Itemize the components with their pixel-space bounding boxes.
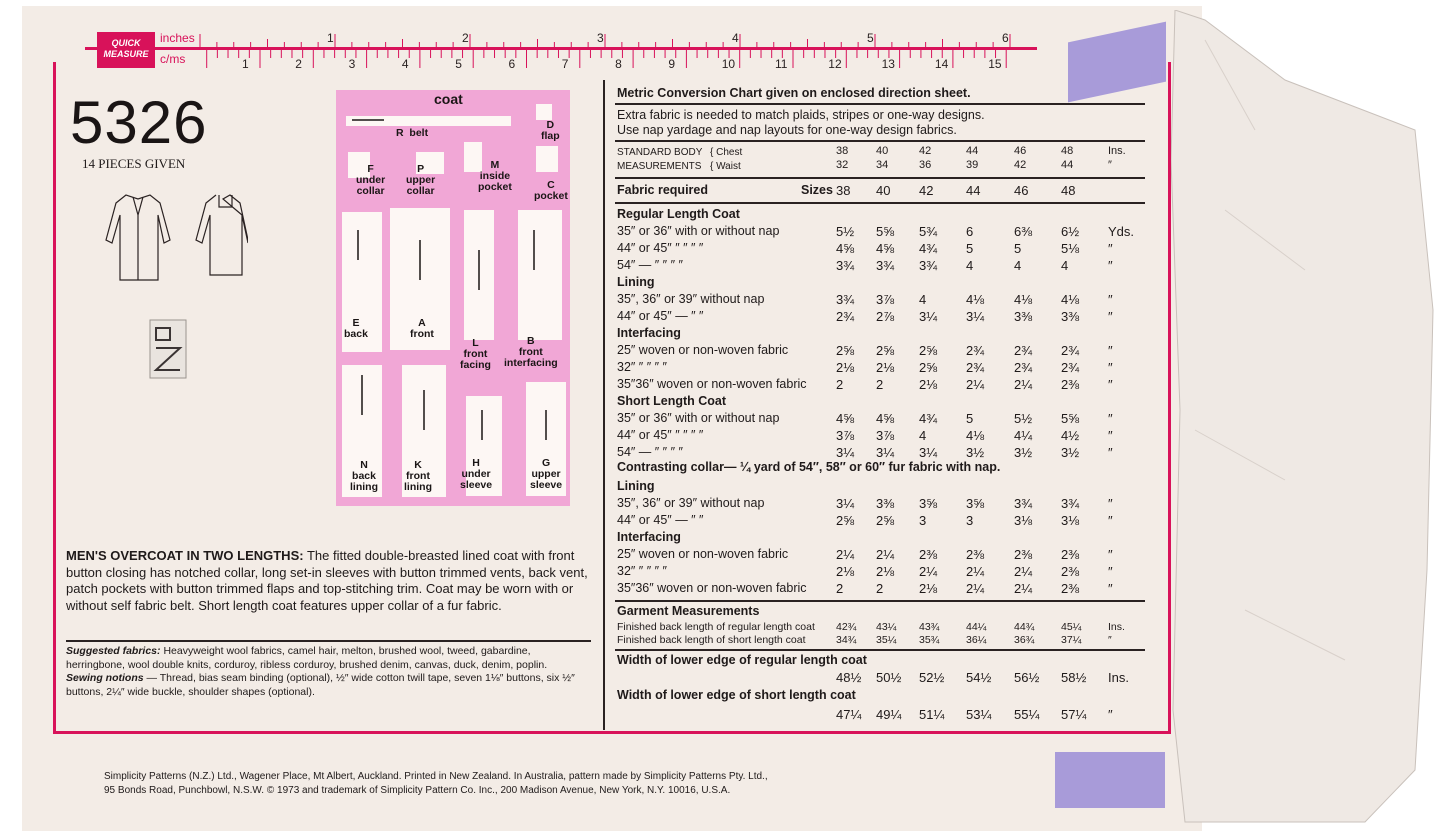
piece-label-c: C pocket [534,179,568,202]
metric-note: Metric Conversion Chart given on enclosed direction sheet. [617,86,971,100]
chart-value: 2⅝ [876,343,895,358]
chart-value: 3½ [1061,445,1080,460]
chart-value: ″ [1108,411,1113,426]
chart-value: 2⅞ [876,309,895,324]
chart-value: 2⅜ [1014,547,1033,562]
pattern-number: 5326 [70,89,208,156]
chart-value: 3¾ [1014,496,1033,511]
chart-value: 6 [966,224,974,239]
chart-rule [615,103,1145,105]
fabrics-text: Heavyweight wool fabrics, camel hair, melton, brushed wool, tweed, gabardine, herringbone, wool double knits, corduroy, ribless corduroy, brushed denim, canvas, duck, denim, poplin. [66,645,548,671]
ruler-inch-tick: 3 [597,31,604,45]
chart-value: ″ [1108,564,1113,579]
piece-label-h: H under sleeve [460,457,493,491]
ruler-cm-tick: 10 [721,57,736,71]
sizes-label: Sizes [801,183,833,197]
layout-title: coat [434,91,463,107]
chart-value: 5⅛ [1061,241,1080,256]
chart-value: 5⅝ [876,224,895,239]
fabric-required: Fabric required [617,183,708,197]
chart-value: 2¾ [1014,343,1033,358]
note-plaids: Extra fabric is needed to match plaids, stripes or one-way designs. [617,108,985,122]
row-label: 54″ — ″ ″ ″ ″ [617,258,683,272]
chart-value: 2¼ [876,547,895,562]
size-value: 46 [1014,183,1029,198]
chart-value: 4⅛ [1014,292,1033,307]
chart-value: 4 [1014,258,1022,273]
row-label: 44″ or 45″ — ″ ″ [617,309,704,323]
row-label: 35″ or 36″ with or without nap [617,224,780,238]
chart-value: 2¾ [966,343,985,358]
fabrics-heading: Suggested fabrics: [66,645,161,657]
garment-value: 37¼ [1061,634,1082,646]
note-nap: Use nap yardage and nap layouts for one-way design fabrics. [617,123,957,137]
width-short-value: 47¼ [836,707,862,722]
waist-value: 36 [919,159,932,171]
chart-value: 3⅝ [919,496,938,511]
ruler-cm-tick: 11 [775,57,788,71]
chart-value: 4 [1061,258,1069,273]
chart-value: 3¾ [836,292,855,307]
row-label: 44″ or 45″ ″ ″ ″ ″ [617,428,704,442]
ruler-cm-tick: 1 [242,57,249,71]
pink-border-right [1168,62,1171,734]
piece-label-e: E back [344,317,368,340]
chart-value: ″ [1108,377,1113,392]
chest-value: 42 [919,145,932,157]
size-value: 48 [1061,183,1076,198]
size-value: 42 [919,183,934,198]
garment-value: 42¾ [836,621,857,633]
ruler-ticks [85,28,1040,72]
chart-value: ″ [1108,428,1113,443]
chart-value: 5½ [1014,411,1033,426]
chart-value: 3¾ [836,258,855,273]
chest-value: 40 [876,145,889,157]
coat-sketch [98,185,248,285]
chart-value: 2¼ [966,581,985,596]
chart-value: 2 [876,377,884,392]
chart-value: 3¾ [876,258,895,273]
garment-value: 44¼ [966,621,987,633]
section-title: Lining [617,479,655,493]
piece-label-p: P upper collar [406,163,436,197]
chart-value: 3 [919,513,927,528]
chart-value: 2⅝ [836,513,855,528]
chart-value: 4¾ [919,241,938,256]
chart-value: 6½ [1061,224,1080,239]
chest-value: 38 [836,145,849,157]
row-label: 35″ or 36″ with or without nap [617,411,780,425]
ruler-inch-tick: 5 [867,31,874,45]
garment-value: 36¾ [1014,634,1035,646]
chart-value: 3⅛ [1061,513,1080,528]
chart-value: 2¼ [966,564,985,579]
row-label: 35″36″ woven or non-woven fabric [617,377,807,391]
description-heading: MEN'S OVERCOAT IN TWO LENGTHS: [66,548,304,563]
chart-value: 5 [1014,241,1022,256]
row-label: 35″, 36″ or 39″ without nap [617,292,765,306]
garment-value: 36¼ [966,634,987,646]
piece-label-m: M inside pocket [478,159,512,193]
chart-value: ″ [1108,258,1113,273]
chest-value: 48 [1061,145,1074,157]
chart-value: 2 [836,377,844,392]
chart-value: ″ [1108,241,1113,256]
quick-measure-badge: QUICK MEASURE [97,32,155,68]
chart-value: 3⅝ [966,496,985,511]
row-label: 25″ woven or non-woven fabric [617,547,789,561]
garment-value: 34¾ [836,634,857,646]
chart-value: 5½ [836,224,855,239]
chart-value: 2⅝ [919,343,938,358]
chart-value: 4⅝ [836,241,855,256]
chart-value: 2⅛ [836,564,855,579]
width-short-value: 49¼ [876,707,902,722]
ruler-cm-tick: 7 [561,57,569,71]
garment-value: 35¾ [919,634,940,646]
row-label: 35″, 36″ or 39″ without nap [617,496,765,510]
row-label: 25″ woven or non-woven fabric [617,343,789,357]
width-regular-value: 58½ [1061,670,1087,685]
chart-value: 2¾ [966,360,985,375]
waist-value: 44 [1061,159,1074,171]
garment-description [66,548,591,614]
chest-value: 46 [1014,145,1027,157]
chart-value: 4¼ [1014,428,1033,443]
chest-label: { Chest [710,147,743,158]
waist-value: 34 [876,159,889,171]
chart-value: 4⅛ [1061,292,1080,307]
ruler-inch-tick: 1 [327,31,334,45]
chart-value: 2⅝ [836,343,855,358]
grainline-arrows [336,90,570,506]
chart-value: 4⅝ [876,241,895,256]
row-label: 32″ ″ ″ ″ ″ [617,360,667,374]
waist-value: 42 [1014,159,1027,171]
chart-value: 3⅜ [1061,309,1080,324]
chart-value: 4⅛ [966,428,985,443]
piece-label-k: K front lining [404,459,432,493]
garment-row-label: Finished back length of short length coat [617,634,806,646]
width-short-title: Width of lower edge of short length coat [617,688,856,702]
ruler-cm-tick: 4 [401,57,409,71]
chart-value: ″ [1108,513,1113,528]
chart-value: 3⅞ [876,292,895,307]
chart-value: 5¾ [919,224,938,239]
width-regular-value: 48½ [836,670,862,685]
chart-value: 5 [966,411,974,426]
chart-value: 3¼ [836,445,855,460]
description-body: The fitted double-breasted lined coat with front button closing has notched collar, long set-in sleeves with button trimmed vents, back vent, patch pockets with button trimmed flaps and top-stitching trim. Coat may be worn with or without self fabric belt. Short length coat features upper collar of a fur fabric. [66,548,588,613]
chart-value: 2⅛ [919,581,938,596]
pieces-given: 14 PIECES GIVEN [82,156,186,171]
chart-value: 2⅛ [876,564,895,579]
chart-value: 2⅜ [1061,581,1080,596]
chart-value: 5 [966,241,974,256]
size-value: 38 [836,183,851,198]
ruler-cm-tick: 3 [348,57,356,71]
chart-value: 2⅛ [876,360,895,375]
garment-row-label: Finished back length of regular length coat [617,621,815,633]
chart-value: ″ [1108,445,1113,460]
width-regular-value: 56½ [1014,670,1040,685]
chart-value: 2⅝ [919,360,938,375]
row-label: 54″ — ″ ″ ″ ″ [617,445,683,459]
pink-border [53,62,1171,734]
chart-rule [615,177,1145,179]
chart-value: 2¼ [1014,564,1033,579]
ruler-inch-tick: 6 [1002,31,1009,45]
fabrics-notions [66,645,591,699]
notions-text: — Thread, bias seam binding (optional), ½″ wide cotton twill tape, seven 1⅛″ buttons, six ½″ buttons, 2¼″ wide buckle, shoulder shapes (optional). [66,672,575,698]
width-regular-value: 54½ [966,670,992,685]
chart-value: ″ [1108,496,1113,511]
section-title: Lining [617,275,655,289]
footer-line-1: Simplicity Patterns (N.Z.) Ltd., Wagener Place, Mt Albert, Auckland. Printed in New Zealand. In Australia, pattern made by Simplicity Patterns Pty. Ltd., [104,771,768,782]
ruler-cm-tick: 2 [295,57,302,71]
pattern-pieces-box [336,90,570,506]
width-regular-value: Ins. [1108,670,1129,685]
footer-line-2: 95 Bonds Road, Punchbowl, N.S.W. © 1973 and trademark of Simplicity Pattern Co. Inc., 200 Madison Avenue, New York, N.Y. 10016, U.S.A. [104,784,731,796]
chart-value: 4⅝ [876,411,895,426]
garment-value: 43¾ [919,621,940,633]
ruler-cm-tick: 9 [668,57,676,71]
piece-label-f: F under collar [356,163,386,197]
garment-value: 44¾ [1014,621,1035,633]
waist-value: 32 [836,159,849,171]
chart-value: 4 [966,258,974,273]
chart-value: 3⅞ [876,428,895,443]
waist-label: { Waist [710,161,741,172]
chart-value: ″ [1108,309,1113,324]
chart-value: 2¼ [919,564,938,579]
ruler-cm-tick: 5 [455,57,462,71]
row-label: 35″36″ woven or non-woven fabric [617,581,807,595]
chart-value: ″ [1108,581,1113,596]
garment-value: 43¼ [876,621,897,633]
chart-value: 5⅝ [1061,411,1080,426]
chart-value: 2⅜ [1061,377,1080,392]
section-title: Interfacing [617,326,681,340]
garment-value: 45¼ [1061,621,1082,633]
body-label: STANDARD BODY [617,147,703,158]
quick-measure-ruler [85,28,1040,72]
chart-rule [615,649,1145,651]
ruler-cm-tick: 12 [828,57,842,71]
chart-value: 2 [876,581,884,596]
chart-value: 2¼ [836,547,855,562]
piece-label-d: D flap [541,119,560,142]
piece-label-r: R belt [396,127,429,139]
size-value: 44 [966,183,981,198]
chest-value: 44 [966,145,979,157]
chart-rule [615,140,1145,142]
chart-value: 4¾ [919,411,938,426]
contrasting-collar: Contrasting collar— ¼ yard of 54″, 58″ or 60″ fur fabric with nap. [617,460,1001,474]
chart-value: 3¼ [919,445,938,460]
chart-value: 2⅛ [919,377,938,392]
chart-value: 3¾ [919,258,938,273]
ruler-cm-tick: 13 [881,57,895,71]
piece-label-b: B front interfacing [504,335,558,369]
notions-heading: Sewing notions [66,672,144,684]
chart-value: 3⅜ [876,496,895,511]
row-label: 44″ or 45″ ″ ″ ″ ″ [617,241,704,255]
width-regular-value: 52½ [919,670,945,685]
chart-value: 3¼ [876,445,895,460]
width-short-value: 57¼ [1061,707,1087,722]
chart-value: 3¼ [966,309,985,324]
ruler-cm-tick: 6 [508,57,516,71]
chart-value: 4⅝ [836,411,855,426]
piece-label-n: N back lining [350,459,378,493]
chart-value: 2¼ [966,377,985,392]
ruler-inches-label: inches [160,31,195,45]
divider [66,640,591,642]
chart-value: 3¾ [1061,496,1080,511]
chart-value: 3½ [1014,445,1033,460]
ruler-cm-tick: 8 [615,57,622,71]
chart-value: 2¼ [1014,377,1033,392]
waist-value: ″ [1108,159,1112,171]
chart-value: ″ [1108,360,1113,375]
chart-value: 2¾ [1061,343,1080,358]
chart-rule [615,202,1145,204]
chart-rule [615,600,1145,602]
width-regular-title: Width of lower edge of regular length coat [617,653,867,667]
chart-value: 3¼ [919,309,938,324]
chart-value: 3⅞ [836,428,855,443]
chart-value: 3⅜ [1014,309,1033,324]
chart-value: 2¼ [1014,581,1033,596]
section-title: Interfacing [617,530,681,544]
section-title: Regular Length Coat [617,207,740,221]
piece-label-a: A front [410,317,434,340]
garment-value: Ins. [1108,621,1125,633]
chart-value: 2 [836,581,844,596]
chart-value: 2⅜ [1061,547,1080,562]
chart-value: 2⅜ [1061,564,1080,579]
body-label: MEASUREMENTS [617,161,702,172]
chart-value: 6⅜ [1014,224,1033,239]
piece-label-l: L front facing [460,337,491,371]
chart-value: ″ [1108,292,1113,307]
footer [104,770,768,797]
ruler-cm-label: c/ms [160,52,186,66]
chart-value: 3⅛ [1014,513,1033,528]
ruler-inch-tick: 4 [732,31,739,45]
chart-value: 2⅜ [919,547,938,562]
ruler-cm-tick: 14 [934,57,949,71]
ruler-cm-tick: 15 [988,57,1002,71]
chart-value: 2¾ [1014,360,1033,375]
chest-value: Ins. [1108,145,1126,157]
width-short-value: ″ [1108,707,1113,722]
row-label: 32″ ″ ″ ″ ″ [617,564,667,578]
chart-value: 4 [919,292,927,307]
chart-value: 3¼ [836,496,855,511]
chart-value: 4½ [1061,428,1080,443]
chart-value: ″ [1108,343,1113,358]
chart-value: 3½ [966,445,985,460]
row-label: 44″ or 45″ — ″ ″ [617,513,704,527]
chart-value: 2⅛ [836,360,855,375]
chart-value: 3 [966,513,974,528]
chart-value: 2⅜ [966,547,985,562]
garment-value: ″ [1108,634,1112,646]
chart-value: 2¾ [1061,360,1080,375]
width-regular-value: 50½ [876,670,902,685]
chart-value: 2⅝ [876,513,895,528]
chart-value: 4 [919,428,927,443]
garment-heading: Garment Measurements [617,604,760,618]
tape-bottom [1055,752,1165,808]
waist-value: 39 [966,159,979,171]
piece-label-g: G upper sleeve [530,457,563,491]
chart-value: ″ [1108,547,1113,562]
chart-value: Yds. [1108,224,1135,239]
chart-value: 4⅛ [966,292,985,307]
buckle-icon [148,318,188,380]
column-divider [603,80,605,730]
size-value: 40 [876,183,891,198]
chart-value: 2¾ [836,309,855,324]
section-title: Short Length Coat [617,394,727,408]
width-short-value: 51¼ [919,707,945,722]
envelope-flap [1165,10,1437,825]
width-short-value: 55¼ [1014,707,1040,722]
garment-value: 35¼ [876,634,897,646]
width-short-value: 53¼ [966,707,992,722]
ruler-inch-tick: 2 [462,31,469,45]
